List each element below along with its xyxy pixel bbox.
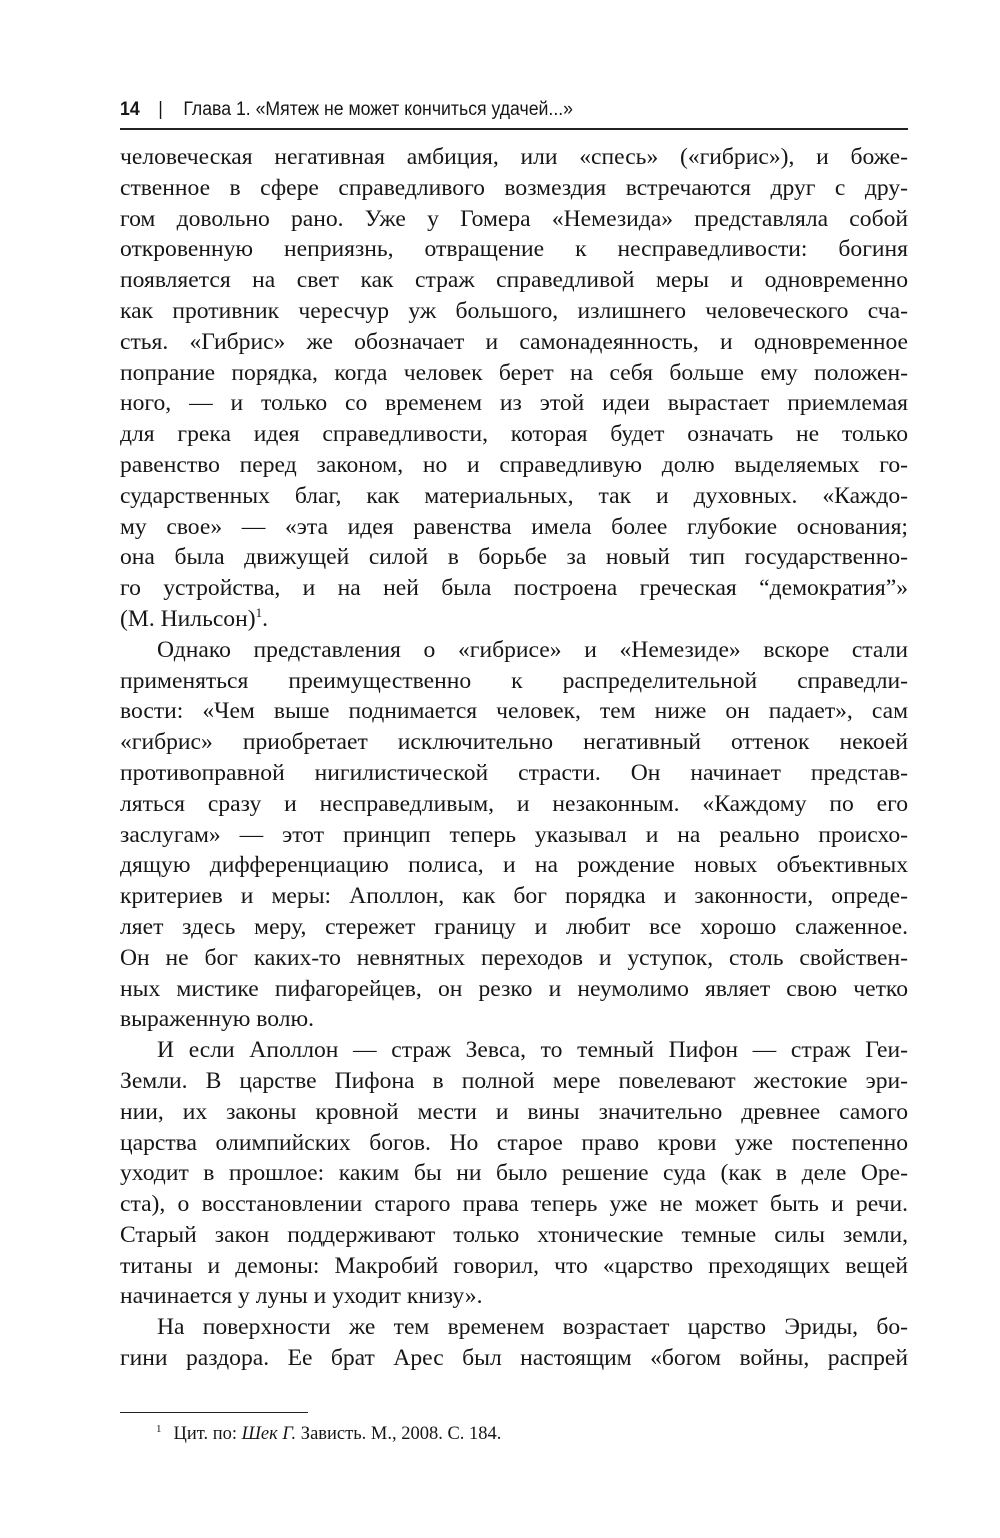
page-number: 14	[120, 99, 140, 120]
footnote-source: Зависть. М., 2008. С. 184.	[300, 1424, 502, 1444]
text-line: гини раздора. Ее брат Арес был настоящим «богом войны, распрей	[120, 1345, 908, 1372]
text-line: попрание порядка, когда человек берет на себя больше ему положен-	[120, 359, 908, 386]
text-line: На поверхности же тем временем возрастает царство Эриды, бо-	[157, 1314, 908, 1341]
text-line: как противник чересчур уж большого, излишнего человеческого сча-	[120, 297, 908, 324]
header-separator: |	[158, 99, 163, 120]
text-line: ляет здесь меру, стережет границу и любит все хорошо слаженное.	[120, 913, 908, 940]
text-line: царства олимпийских богов. Но старое право крови уже постепенно	[120, 1129, 908, 1156]
header-rule	[120, 128, 908, 130]
footnote-marker: 1	[156, 1423, 162, 1435]
text-line: Он не бог каких-то невнятных переходов и уступок, столь свойствен-	[120, 944, 908, 971]
text-line: нии, их законы кровной мести и вины значительно древнее самого	[120, 1098, 908, 1125]
text-line: появляется на свет как страж справедливой меры и одновременно	[120, 267, 908, 294]
text-line: ста), о восстановлении старого права теперь уже не может быть и речи.	[120, 1191, 908, 1218]
text-line: сударственных благ, как материальных, так и духовных. «Каждо-	[120, 482, 908, 509]
body-text	[120, 142, 908, 1374]
text-line: ляться сразу и несправедливым, и незаконным. «Каждому по его	[120, 790, 908, 817]
text-line: человеческая негативная амбиция, или «спесь» («гибрис»), и боже-	[120, 144, 908, 170]
text-line: уходит в прошлое: каким бы ни было решение суда (как в деле Оре-	[120, 1160, 908, 1187]
text-line: ственное в сфере справедливого возмездия встречаются друг с дру-	[120, 174, 908, 201]
text-line: применяться преимущественно к распределительной справедли-	[120, 667, 908, 694]
footnote-reference[interactable]: 1	[255, 604, 263, 620]
text-line: Старый закон поддерживают только хтонические темные силы земли,	[120, 1221, 908, 1248]
text-line: гом довольно рано. Уже у Гомера «Немезида» представляла собой	[120, 205, 908, 232]
citation-text: (М. Нильсон)	[120, 605, 256, 632]
footnote-prefix: Цит. по:	[173, 1424, 237, 1444]
text-line: го устройства, и на ней была построена греческая “демократия”»	[120, 575, 908, 602]
text-line: Земли. В царстве Пифона в полной мере повелевают жестокие эри-	[120, 1067, 908, 1094]
text-line: начинается у луны и уходит книзу».	[120, 1283, 483, 1310]
chapter-title: Глава 1. «Мятеж не может кончиться удачей...»	[183, 99, 573, 120]
text-line: равенство перед законом, но и справедливую долю выделяемых го-	[120, 451, 908, 478]
text-line: заслугам» — этот принцип теперь указывал и на реально происхо-	[120, 821, 908, 848]
text-line: титаны и демоны: Макробий говорил, что «царство преходящих вещей	[120, 1252, 908, 1279]
text-line: (М. Нильсон)$^1$.	[120, 604, 268, 632]
text-line: откровенную неприязнь, отвращение к несправедливости: богиня	[120, 236, 908, 263]
text-line: дящую дифференциацию полиса, и на рождение новых объективных	[120, 852, 908, 879]
footnote-author: Шек Г.	[241, 1424, 297, 1444]
text-line: для грека идея справедливости, которая будет означать не только	[120, 421, 908, 448]
text-line: И если Аполлон — страж Зевса, то темный Пифон — страж Геи-	[157, 1037, 908, 1064]
text-line: Однако представления о «гибрисе» и «Немезиде» вскоре стали	[157, 636, 908, 663]
footnote-rule	[120, 1412, 308, 1413]
text-line: му свое» — «эта идея равенства имела более глубокие основания;	[120, 513, 908, 540]
text-line: противоправной нигилистической страсти. Он начинает представ-	[120, 759, 908, 786]
text-line: вости: «Чем выше поднимается человек, тем ниже он падает», сам	[120, 698, 908, 725]
text-line: выраженную волю.	[120, 1006, 315, 1033]
text-line: ных мистике пифагорейцев, он резко и неумолимо являет свою четко	[120, 975, 908, 1002]
text-line: она была движущей силой в борьбе за новый тип государственно-	[120, 544, 908, 571]
text-line: «гибрис» приобретает исключительно негативный оттенок некоей	[120, 729, 908, 756]
text-line: ного, — и только со временем из этой идеи вырастает приемлемая	[120, 390, 908, 417]
text-line: стья. «Гибрис» же обозначает и самонадеянность, и одновременное	[120, 328, 908, 355]
text-line: критериев и меры: Аполлон, как бог порядка и законности, опреде-	[120, 883, 908, 910]
running-head	[120, 93, 853, 127]
footnote	[156, 1420, 501, 1448]
